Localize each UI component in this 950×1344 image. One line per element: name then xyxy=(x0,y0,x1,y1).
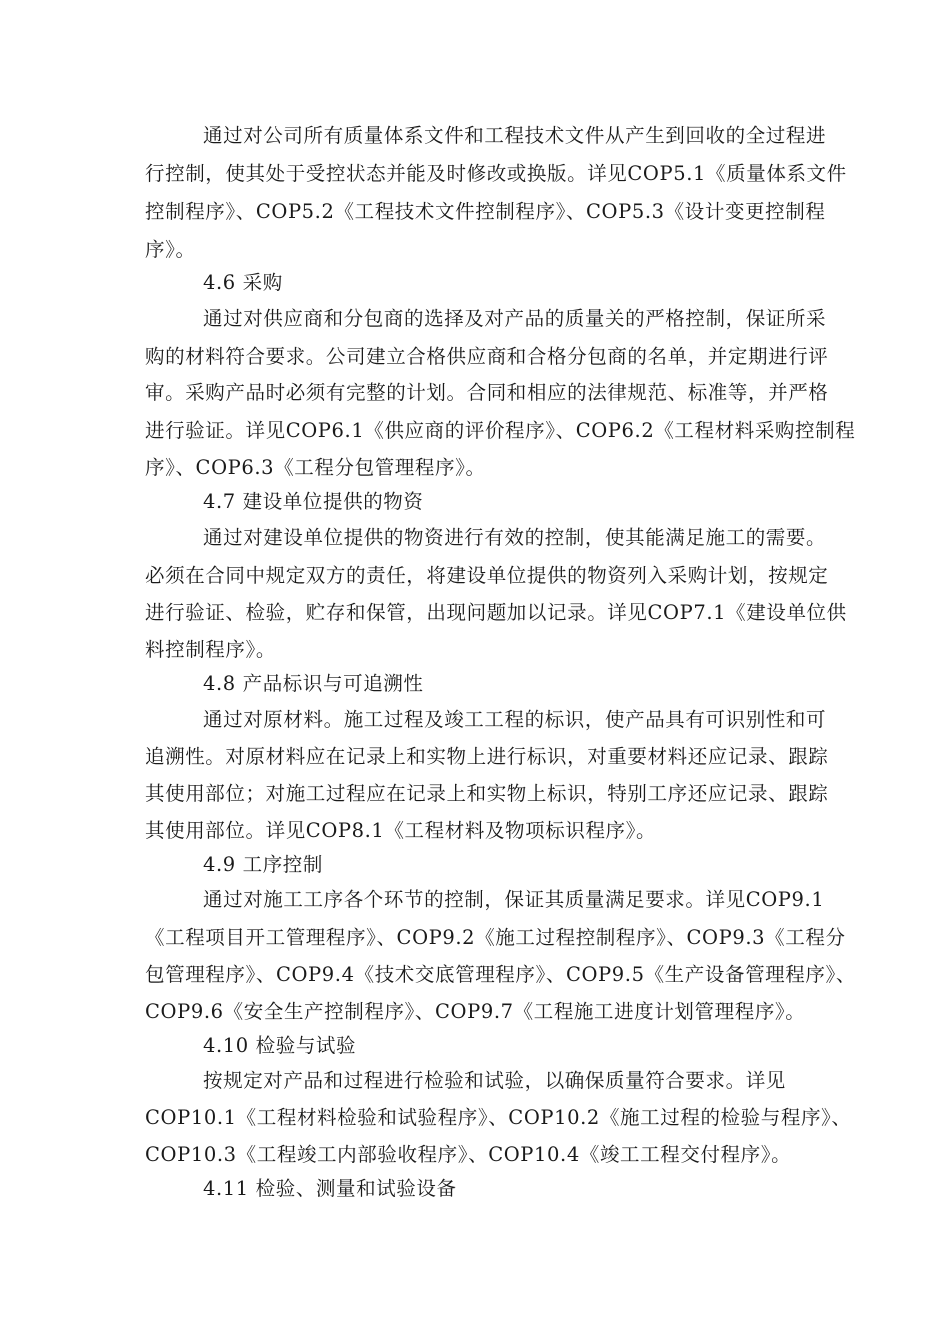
paragraph-line: 通过对建设单位提供的物资进行有效的控制，使其能满足施工的需要。 xyxy=(203,526,827,549)
paragraph-line: 通过对原材料。施工过程及竣工工程的标识，使产品具有可识别性和可 xyxy=(203,708,827,731)
paragraph-line: 其使用部位。详见COP8.1《工程材料及物项标识程序》。 xyxy=(145,819,657,842)
section-heading: 4.11 检验、测量和试验设备 xyxy=(203,1177,457,1200)
section-heading: 4.6 采购 xyxy=(203,271,283,294)
paragraph-line: 通过对施工工序各个环节的控制，保证其质量满足要求。详见COP9.1 xyxy=(203,888,825,911)
paragraph-line: 追溯性。对原材料应在记录上和实物上进行标识，对重要材料还应记录、跟踪 xyxy=(145,745,829,768)
paragraph-line: COP10.1《工程材料检验和试验程序》、COP10.2《施工过程的检验与程序》、 xyxy=(145,1106,852,1129)
section-heading: 4.9 工序控制 xyxy=(203,853,324,876)
paragraph-line: 进行验证、检验，贮存和保管，出现问题加以记录。详见COP7.1《建设单位供 xyxy=(145,601,847,624)
paragraph-line: 包管理程序》、COP9.4《技术交底管理程序》、COP9.5《生产设备管理程序》、 xyxy=(145,963,856,986)
paragraph-line: 序》、COP6.3《工程分包管理程序》。 xyxy=(145,456,486,479)
paragraph-line: 购的材料符合要求。公司建立合格供应商和合格分包商的名单，并定期进行评 xyxy=(145,345,829,368)
paragraph-line: 行控制，使其处于受控状态并能及时修改或换版。详见COP5.1《质量体系文件 xyxy=(145,162,847,185)
paragraph-line: 其使用部位；对施工过程应在记录上和实物上标识，特别工序还应记录、跟踪 xyxy=(145,782,829,805)
section-heading: 4.10 检验与试验 xyxy=(203,1034,357,1057)
paragraph-line: 料控制程序》。 xyxy=(145,638,276,661)
paragraph-line: 进行验证。详见COP6.1《供应商的评价程序》、COP6.2《工程材料采购控制程 xyxy=(145,419,856,442)
paragraph-line: 序》。 xyxy=(145,238,196,261)
section-heading: 4.8 产品标识与可追溯性 xyxy=(203,672,424,695)
paragraph-line: 通过对公司所有质量体系文件和工程技术文件从产生到回收的全过程进 xyxy=(203,124,827,147)
paragraph-line: 控制程序》、COP5.2《工程技术文件控制程序》、COP5.3《设计变更控制程 xyxy=(145,200,826,223)
section-heading: 4.7 建设单位提供的物资 xyxy=(203,490,424,513)
paragraph-line: 通过对供应商和分包商的选择及对产品的质量关的严格控制，保证所采 xyxy=(203,307,827,330)
paragraph-line: COP10.3《工程竣工内部验收程序》、COP10.4《竣工工程交付程序》。 xyxy=(145,1143,792,1166)
paragraph-line: 按规定对产品和过程进行检验和试验，以确保质量符合要求。详见 xyxy=(203,1069,786,1092)
paragraph-line: 《工程项目开工管理程序》、COP9.2《施工过程控制程序》、COP9.3《工程分 xyxy=(145,926,846,949)
paragraph-line: 审。采购产品时必须有完整的计划。合同和相应的法律规范、标准等，并严格 xyxy=(145,381,829,404)
paragraph-line: COP9.6《安全生产控制程序》、COP9.7《工程施工进度计划管理程序》。 xyxy=(145,1000,806,1023)
paragraph-line: 必须在合同中规定双方的责任，将建设单位提供的物资列入采购计划，按规定 xyxy=(145,564,829,587)
